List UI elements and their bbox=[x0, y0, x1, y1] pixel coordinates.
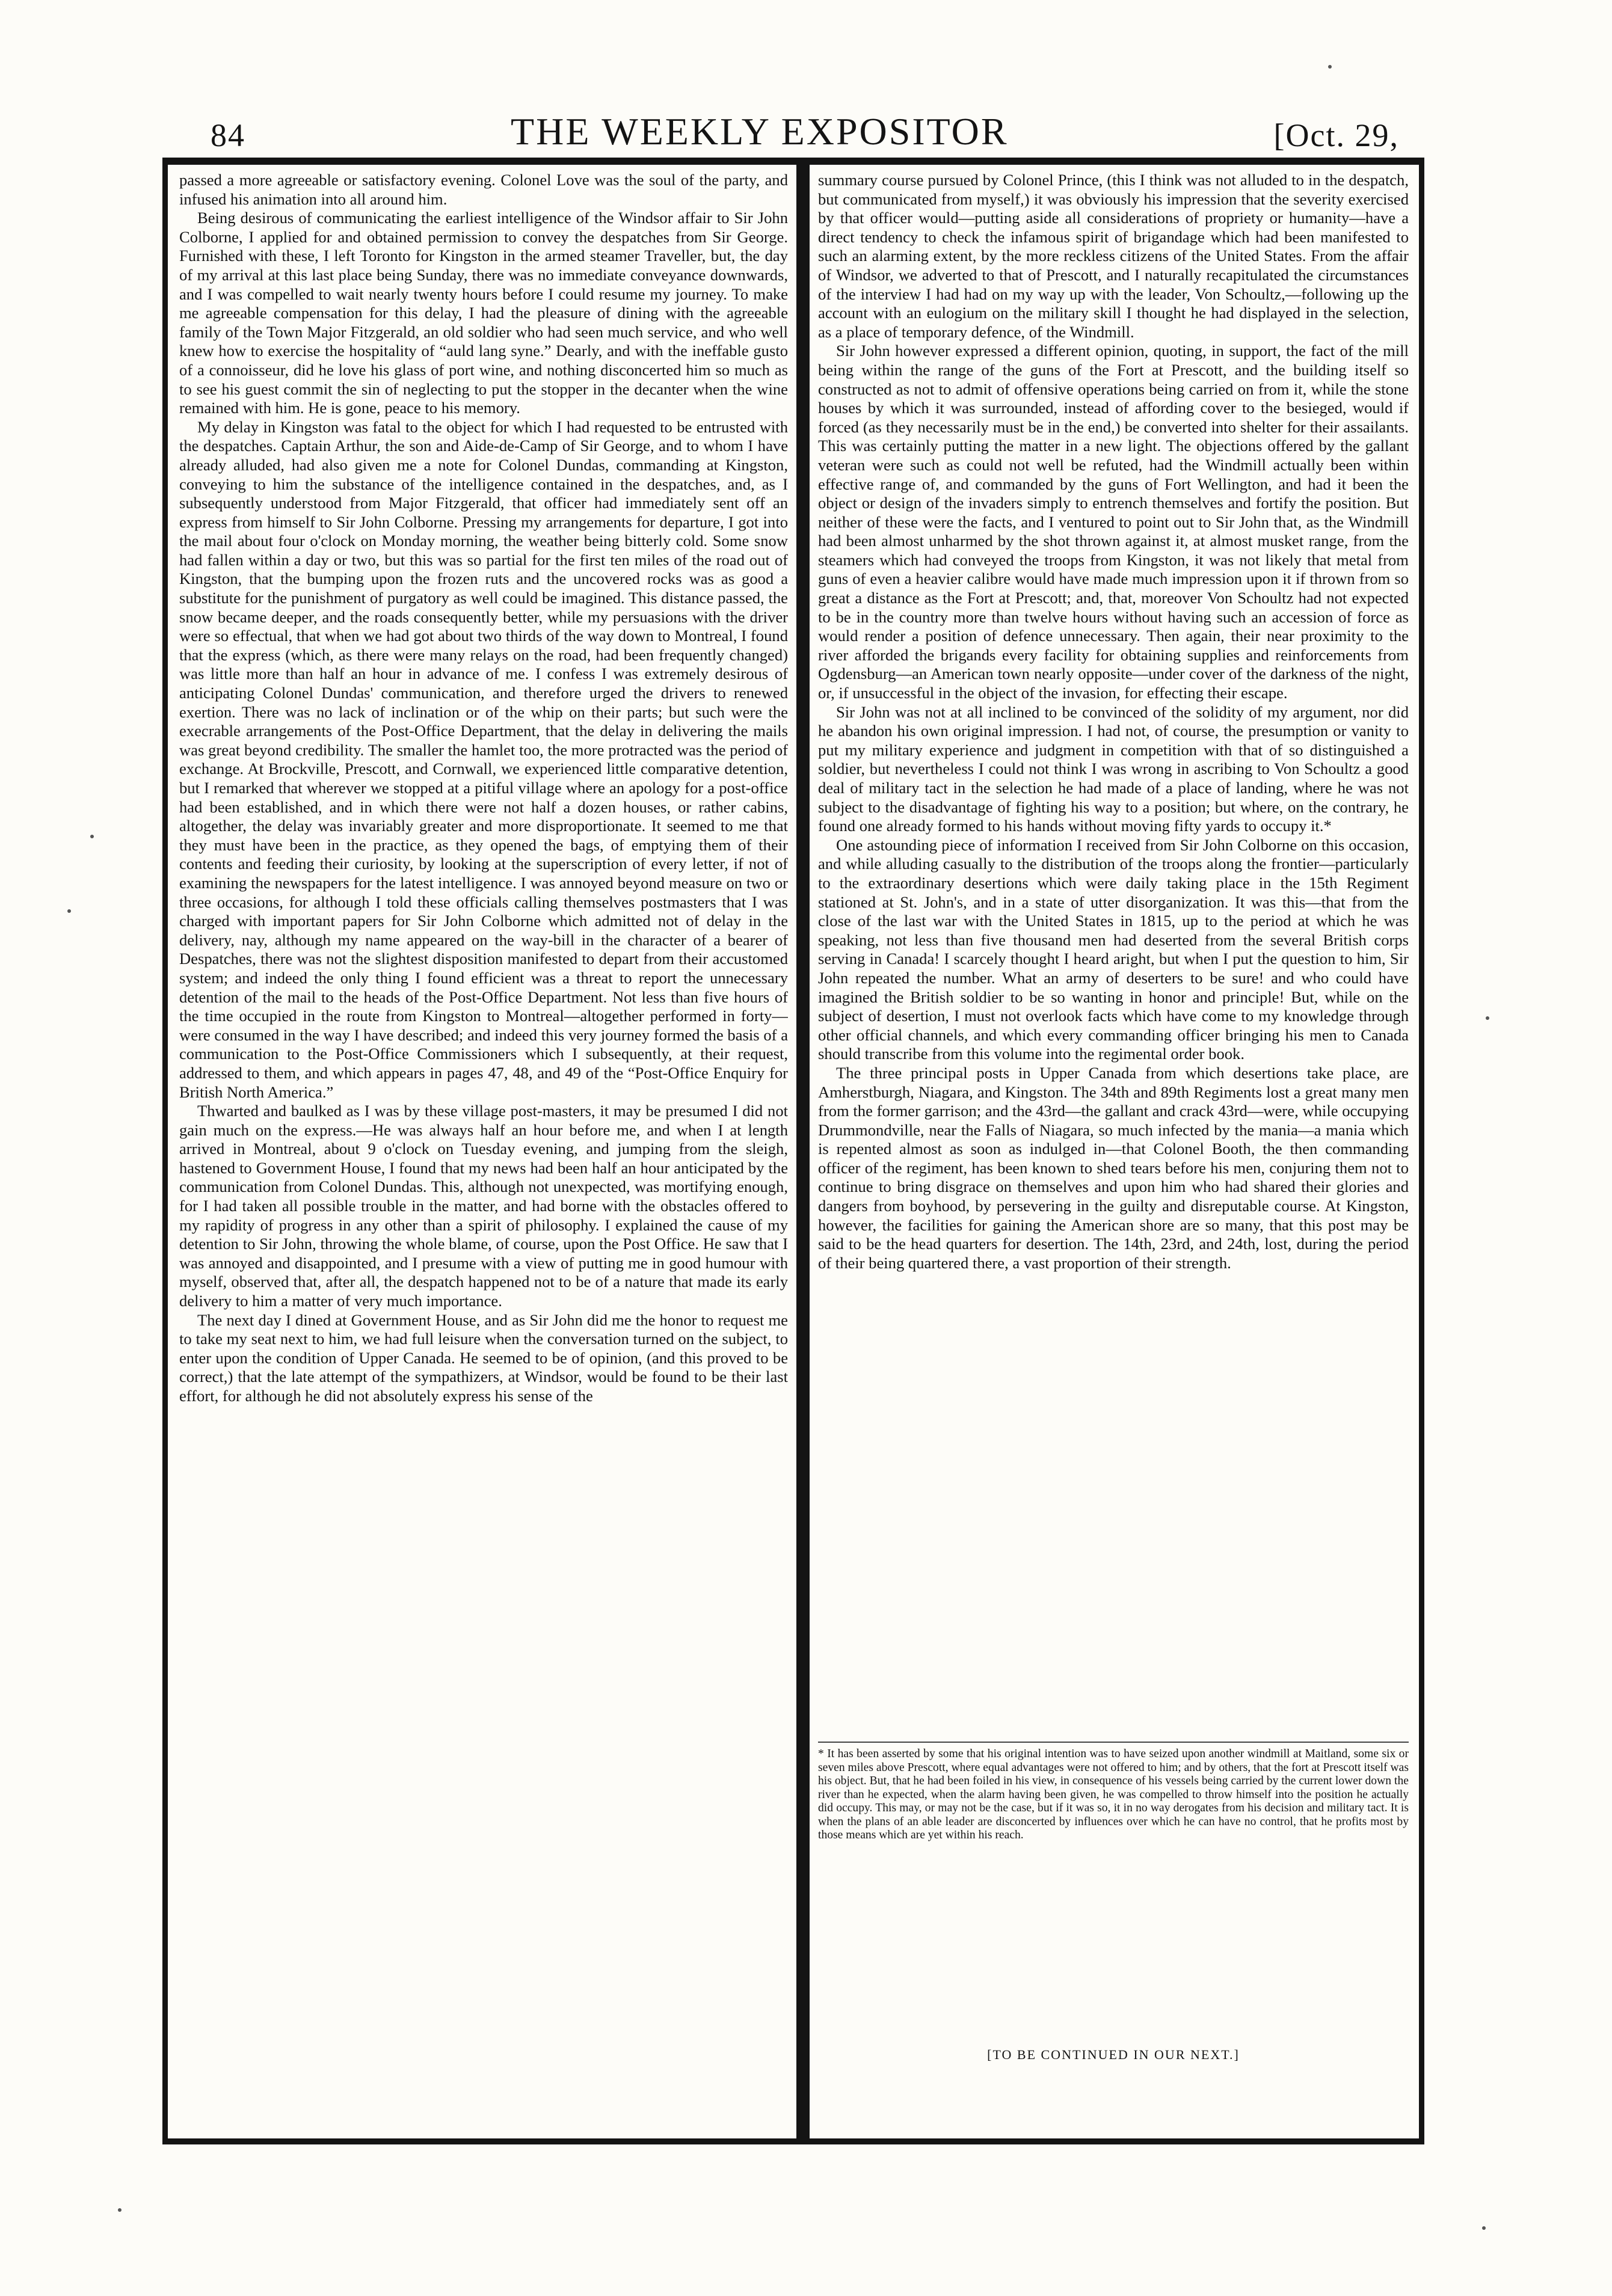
paragraph: My delay in Kingston was fatal to the object for which I had requested to be entrusted with the despatches. Captain Arthur, the son and Aide-de-Camp of Sir George, and to whom I have already alluded, had also given me a note for Colonel Dundas, commanding at Kingston, conveying to him the substance of the intelligence contained in the despatches, and, as I subsequently understood from Major Fitzgerald, that officer had immediately sent off an express from himself to Sir John Colborne. Pressing my arrangements for departure, I got into the mail about four o'clock on Monday morning, the weather being bitterly cold. Some snow had fallen within a day or two, but this was so partial for the first ten miles of the road out of Kingston, that the bumping upon the frozen ruts and the uncovered rocks was as good a substitute for the punishment of purgatory as well could be imagined. This distance passed, the snow became deeper, and the roads consequently better, while my persuasions with the driver were so effectual, that when we had got about two thirds of the way down to Montreal, I found that the express (which, as there were many relays on the road, had been frequently changed) was little more than half an hour in advance of me. I confess I was extremely desirous of anticipating Colonel Dundas' communication, and therefore urged the drivers to renewed exertion. There was no lack of inclination or of the whip on their parts; but such were the execrable arrangements of the Post-Office Department, that the delay in delivering the mails was great beyond credibility. The smaller the hamlet too, the more protracted was the period of exchange. At Brockville, Prescott, and Cornwall, we experienced little comparative detention, but I remarked that wherever we stopped at a pitiful village where an apology for a post-office had been established, and in which there were not half a dozen houses, or rather cabins, altogether, the delay was invariably greater and more disproportionate. It seemed to me that they must have been in the practice, as they opened the bags, of emptying them of their contents and feeding their curiosity, by looking at the superscription of every letter, if not of examining the newspapers for the latest intelligence. I was annoyed beyond measure on two or three occasions, for although I told these officials calling themselves postmasters that I was charged with important papers for Sir John Colborne which admitted not of delay in the delivery, nay, although my name appeared on the way-bill in the character of a bearer of Despatches, there was not the slightest disposition manifested to depart from their accustomed system; and indeed the only thing I found efficient was a threat to report the unnecessary detention of the mail to the heads of the Post-Office Department. Not less than five hours of the time occupied in the route from Kingston to Montreal—altogether performed in forty—were consumed in the way I have described; and indeed this very journey formed the basis of a communication to the Post-Office Commissioners which I subsequently, at their request, addressed to them, and which appears in pages 47, 48, and 49 of the “Post-Office Enquiry for British North America.” bbox=[179, 417, 788, 1101]
paragraph: Thwarted and baulked as I was by these village post-masters, it may be presumed I did not gain much on the express.—He was always half an hour before me, and when I at length arrived in Montreal, about 9 o'clock on Tuesday evening, and jumping from the sleigh, hastened to Government House, I found that my news had been half an hour anticipated by the communication from Colonel Dundas. This, although not unexpected, was mortifying enough, for I had taken all possible trouble in the matter, and had borne with the obstacles offered to my rapidity of progress in any other than a spirit of philosophy. I explained the cause of my detention to Sir John, throwing the whole blame, of course, upon the Post Office. He saw that I was annoyed and disappointed, and I presume with a view of putting me in good humour with myself, observed that, after all, the despatch happened not to be of a nature that made its early delivery to him a matter of very much importance. bbox=[179, 1102, 788, 1310]
paragraph: summary course pursued by Colonel Prince, (this I think was not alluded to in the despatch, but communicated from myself,) it was obviously his impression that the severity exercised by that officer would—putting aside all considerations of propriety or humanity—have a direct tendency to check the infamous spirit of brigandage which had been manifested to such an alarming extent, by the more reckless citizens of the United States. From the affair of Windsor, we adverted to that of Prescott, and I naturally recapitulated the circumstances of the interview I had had on my way up with the leader, Von Schoultz,—following up the account with an eulogium on the military skill I thought he had displayed in the selection, as a place of temporary defence, of the Windmill. bbox=[818, 171, 1409, 341]
right-column bbox=[818, 171, 1409, 1734]
paragraph: Being desirous of communicating the earliest intelligence of the Windsor affair to Sir John Colborne, I applied for and obtained permission to convey the despatches from Sir George. Furnished with these, I left Toronto for Kingston in the armed steamer Traveller, but, the day of my arrival at this last place being Sunday, there was no immediate conveyance downwards, and I was compelled to wait nearly twenty hours before I could resume my journey. To make me agreeable compensation for this delay, I had the pleasure of dining with the agreeable family of the Town Major Fitzgerald, an old soldier who had seen much service, and who well knew how to exercise the hospitality of “auld lang syne.” Dearly, and with the ineffable gusto of a connoisseur, did he love his glass of port wine, and nothing disconcerted him so much as to see his guest commit the sin of neglecting to put the stopper in the decanter when the wine remained with him. He is gone, peace to his memory. bbox=[179, 209, 788, 417]
paragraph: One astounding piece of information I received from Sir John Colborne on this occasion, and while alluding casually to the distribution of the troops along the frontier—particularly to the extraordinary desertions which were daily taking place in the 15th Regiment stationed at St. John's, and in a state of utter disorganization. It was this—that from the close of the last war with the United States in 1815, up to the period at which he was speaking, not less than five thousand men had deserted from the several British corps serving in Canada! I scarcely thought I heard aright, but when I put the question to him, Sir John repeated the number. What an army of deserters to be sure! and who could have imagined the British soldier to be so wanting in honor and principle! But, while on the subject of desertion, I must not overlook facts which have come to my knowledge through other official channels, and which every commanding officer bringing his men to Canada should transcribe from this volume into the regimental order book. bbox=[818, 835, 1409, 1063]
page-header bbox=[211, 103, 1399, 154]
continued-notice: [TO BE CONTINUED IN OUR NEXT.] bbox=[987, 2047, 1240, 2062]
scan-speck bbox=[118, 2208, 122, 2212]
left-column bbox=[179, 171, 788, 2132]
scan-speck bbox=[67, 909, 71, 913]
footnote-rule bbox=[818, 1742, 1409, 1743]
issue-date: [Oct. 29, bbox=[1273, 117, 1399, 153]
paragraph: The three principal posts in Upper Canada from which desertions take place, are Amherstburgh, Niagara, and Kingston. The 34th and 89th Regiments lost a great many men from the former garrison; and the 43rd—the gallant and crack 43rd—were, while occupying Drummondville, near the Falls of Niagara, so much infected by the mania—a mania which is repented almost as soon as indulged in—that Colonel Booth, the then commanding officer of the regiment, has been known to shed tears before his men, conjuring them not to continue to bring disgrace on themselves and upon him who had shared their glories and dangers from boyhood, by persevering in the guilty and disreputable course. At Kingston, however, the facilities for gaining the American shore are so many, that this post may be said to be the head quarters for desertion. The 14th, 23rd, and 24th, lost, during the period of their being quartered there, a vast proportion of their strength. bbox=[818, 1063, 1409, 1272]
left-border-rule bbox=[162, 158, 168, 942]
header-rule bbox=[162, 158, 1424, 165]
scan-speck bbox=[90, 835, 94, 838]
column-divider bbox=[796, 165, 810, 2138]
paragraph: The next day I dined at Government House, and as Sir John did me the honor to request me to take my seat next to him, we had full leisure when the conversation turned on the subject, to enter upon the condition of Upper Canada. He seemed to be of opinion, (and this proved to be correct,) that the late attempt of the sympathizers, at Windsor, would be found to be their last effort, for although he did not absolutely express his sense of the bbox=[179, 1310, 788, 1405]
paragraph: Sir John was not at all inclined to be convinced of the solidity of my argument, nor did he abandon his own original impression. I had not, of course, the presumption or vanity to put my military experience and judgment in competition with that of so distinguished a soldier, but nevertheless I could not think I was wrong in ascribing to Von Schoultz a good deal of military tact in the selection he had made of a place of landing, where he was not subject to the disadvantage of fighting his way to a position; but where, on the contrary, he found one already formed to his hands without moving fifty yards to occupy it.* bbox=[818, 702, 1409, 835]
footnote: * It has been asserted by some that his original intention was to have seized upon another windmill at Maitland, some six or seven miles above Prescott, where equal advantages were not offered to him; and by others, that the fort at Prescott itself was his object. But, that he had been foiled in his view, in consequence of his vessels being carried by the current lower down the river than he expected, when the alarm having been given, he was compelled to throw himself into the position he actually did occupy. This may, or may not be the case, but if it was so, it in no way derogates from his decision and military tact. It is when the plans of an able leader are disconcerted by influences over which he can have no control, that he profits most by those means which are yet within his reach. bbox=[818, 1748, 1409, 1841]
paragraph: passed a more agreeable or satisfactory evening. Colonel Love was the soul of the party, and infused his animation into all around him. bbox=[179, 171, 788, 208]
page-number: 84 bbox=[211, 117, 245, 153]
masthead-title: THE WEEKLY EXPOSITOR bbox=[511, 110, 1009, 153]
scan-speck bbox=[1328, 65, 1332, 69]
scan-speck bbox=[1482, 2226, 1486, 2230]
bottom-border-rule bbox=[162, 2138, 1424, 2144]
right-border-rule bbox=[1419, 158, 1424, 2144]
left-border-rule-lower bbox=[162, 942, 168, 2144]
scan-speck bbox=[1486, 1016, 1489, 1020]
paragraph: Sir John however expressed a different opinion, quoting, in support, the fact of the mill being within the range of the guns of the Fort at Prescott, and the building itself so constructed as not to admit of offensive operations being carried on from it, while the stone houses by which it was surrounded, instead of affording cover to the besieged, would if forced (as they necessarily must be in the end,) be converted into shelter for their assailants. This was certainly putting the matter in a new light. The objections offered by the gallant veteran were such as could not well be refuted, had the Windmill actually been within effective range of, and commanded by the guns of Fort Wellington, and had it been the object or design of the invaders simply to entrench themselves and fortify the position. But neither of these were the facts, and I ventured to point out to Sir John that, as the Windmill had been almost unharmed by the shot thrown against it, at almost musket range, from the steamers which had conveyed the troops from Kingston, it was not likely that metal from guns of even a heavier calibre would have made much impression upon it if thrown from so great a distance as the Fort at Prescott; and, that, moreover Von Schoultz had not expected to be in the country more than twelve hours without having such an accession of force as would render a position of defence unnecessary. Then again, their near proximity to the river afforded the brigands every facility for obtaining supplies and reinforcements from Ogdensburg—an American town nearly opposite—under cover of the darkness of the night, or, if unsuccessful in the object of the invasion, for effecting their escape. bbox=[818, 342, 1409, 702]
